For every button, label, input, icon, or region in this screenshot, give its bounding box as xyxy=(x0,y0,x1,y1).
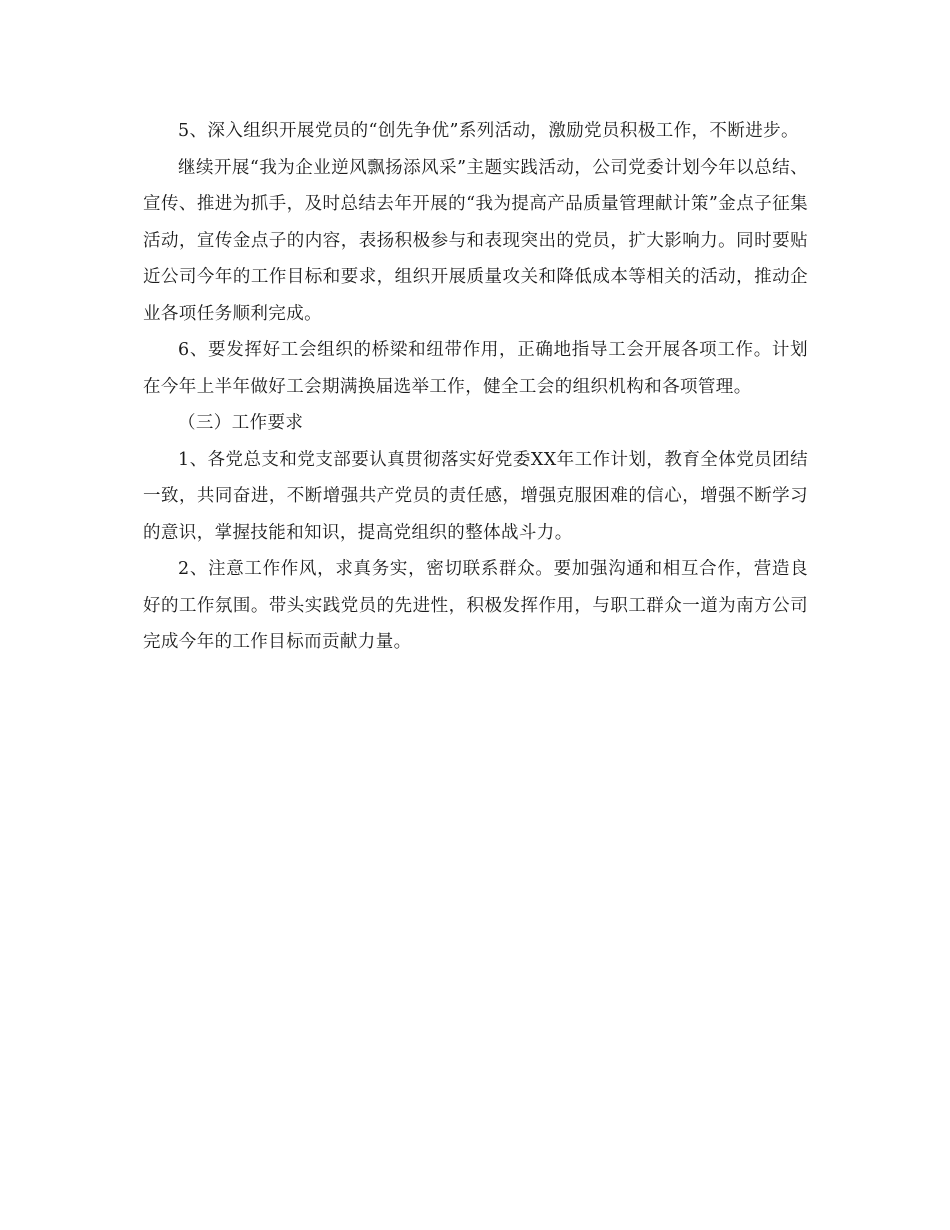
paragraph-requirement-2: 2、注意工作作风，求真务实，密切联系群众。要加强沟通和相互合作，营造良好的工作氛围。带头实践党员的先进性，积极发挥作用，与职工群众一道为南方公司完成今年的工作目标而贡献力量。 xyxy=(143,559,808,652)
paragraph-requirement-1: 1、各党总支和党支部要认真贯彻落实好党委XX年工作计划，教育全体党员团结一致，共同奋进，不断增强共产党员的责任感，增强克服困难的信心，增强不断学习的意识，掌握技能和知识，提高党组织的整体战斗力。 xyxy=(143,449,808,543)
document-body xyxy=(143,113,808,661)
paragraph-item-5: 5、深入组织开展党员的“创先争优”系列活动，激励党员积极工作，不断进步。 xyxy=(178,121,799,141)
section-heading-requirements: （三）工作要求 xyxy=(178,413,304,433)
paragraph-item-6: 6、要发挥好工会组织的桥梁和纽带作用，正确地指导工会开展各项工作。计划在今年上半年做好工会期满换届选举工作，健全工会的组织机构和各项管理。 xyxy=(143,340,808,397)
paragraph-practice-activity: 继续开展“我为企业逆风飘扬添风采”主题实践活动，公司党委计划今年以总结、宣传、推进为抓手，及时总结去年开展的“我为提高产品质量管理献计策”金点子征集活动，宣传金点子的内容，表扬积极参与和表现突出的党员，扩大影响力。同时要贴近公司今年的工作目标和要求，组织开展质量攻关和降低成本等相关的活动，推动企业各项任务顺利完成。 xyxy=(143,157,808,324)
